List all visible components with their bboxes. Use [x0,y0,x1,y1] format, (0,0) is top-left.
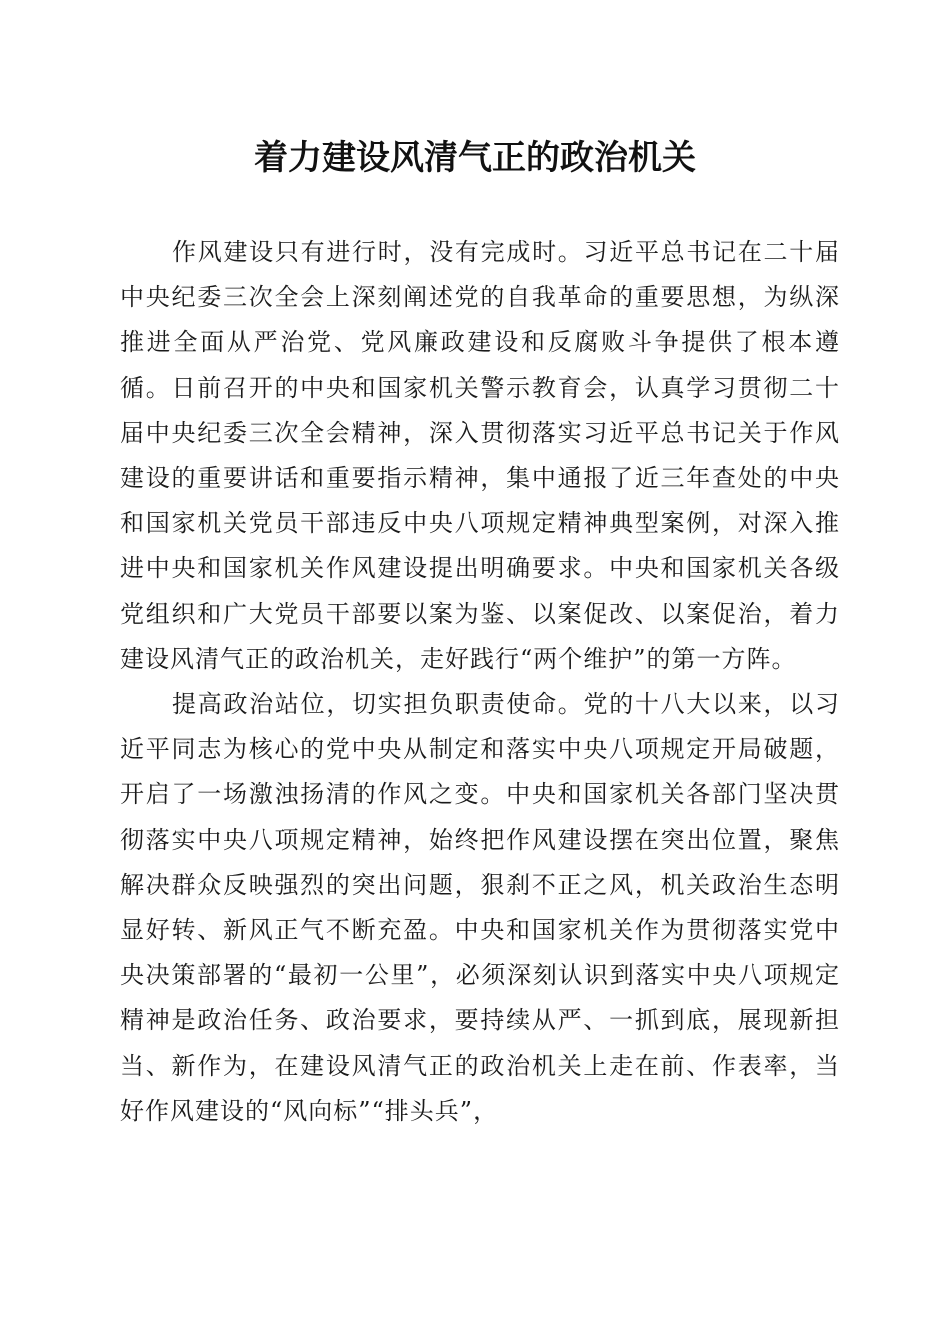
document-body [120,230,840,1134]
paragraph-2: 提高政治站位，切实担负职责使命。党的十八大以来，以习近平同志为核心的党中央从制定和落实中央八项规定开局破题，开启了一场激浊扬清的作风之变。中央和国家机关各部门坚决贯彻落实中央八项规定精神，始终把作风建设摆在突出位置，聚焦解决群众反映强烈的突出问题，狠刹不正之风，机关政治生态明显好转、新风正气不断充盈。中央和国家机关作为贯彻落实党中央决策部署的“最初一公里”，必须深刻认识到落实中央八项规定精神是政治任务、政治要求，要持续从严、一抓到底，展现新担当、新作为，在建设风清气正的政治机关上走在前、作表率，当好作风建设的“风向标”“排头兵”， [120,690,840,1125]
paragraph-1: 作风建设只有进行时，没有完成时。习近平总书记在二十届中央纪委三次全会上深刻阐述党的自我革命的重要思想，为纵深推进全面从严治党、党风廉政建设和反腐败斗争提供了根本遵循。日前召开的中央和国家机关警示教育会，认真学习贯彻二十届中央纪委三次全会精神，深入贯彻落实习近平总书记关于作风建设的重要讲话和重要指示精神，集中通报了近三年查处的中央和国家机关党员干部违反中央八项规定精神典型案例，对深入推进中央和国家机关作风建设提出明确要求。中央和国家机关各级党组织和广大党员干部要以案为鉴、以案促改、以案促治，着力建设风清气正的政治机关，走好践行“两个维护”的第一方阵。 [120,238,840,673]
document-title: 着力建设风清气正的政治机关 [254,138,696,178]
